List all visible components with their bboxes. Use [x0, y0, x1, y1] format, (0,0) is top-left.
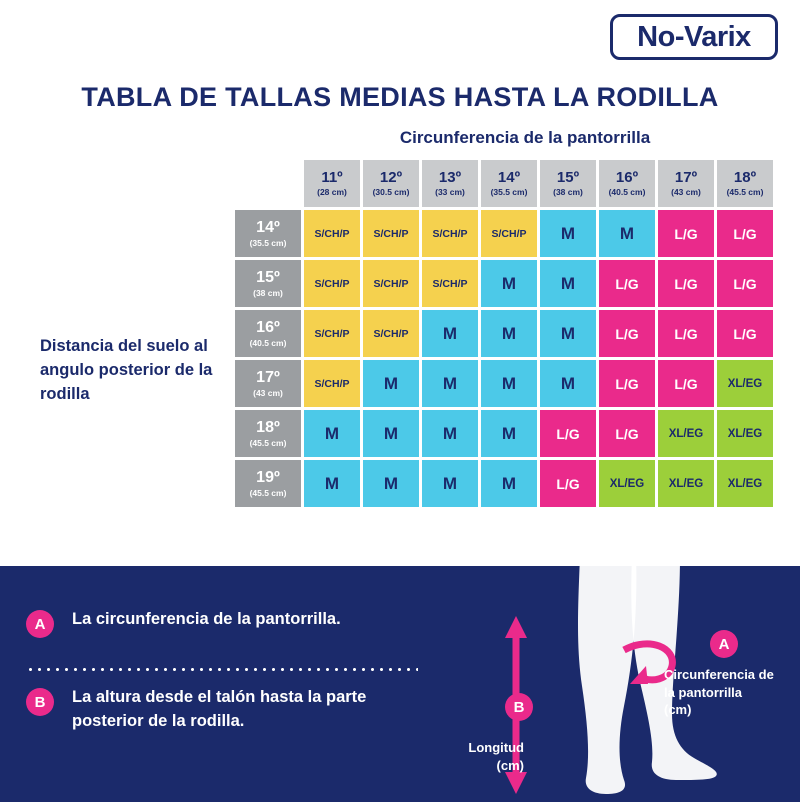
table-row	[235, 310, 773, 357]
legend-badge-a: A	[26, 610, 54, 638]
size-cell: S/CH/P	[363, 210, 419, 257]
size-cell: XL/EG	[717, 360, 773, 407]
size-cell: S/CH/P	[304, 260, 360, 307]
size-cell: M	[422, 360, 478, 407]
diagram-badge-b: B	[505, 693, 533, 721]
brand-logo	[610, 14, 778, 60]
size-cell: S/CH/P	[422, 260, 478, 307]
circ-label-line3: (cm)	[664, 702, 692, 718]
legend-text-a: La circunferencia de la pantorrilla.	[72, 610, 341, 628]
table-row	[235, 360, 773, 407]
row-header-sub: (45.5 cm)	[249, 437, 287, 448]
column-header-sub: (35.5 cm)	[490, 187, 528, 198]
column-header-sub: (45.5 cm)	[726, 187, 764, 198]
legend-text-b: La altura desde el talón hasta la parte posterior de la rodilla.	[72, 688, 367, 730]
diagram-badge-a: A	[710, 630, 738, 658]
size-cell: M	[422, 460, 478, 507]
table-row	[235, 460, 773, 507]
row-header-main: 19º	[256, 469, 280, 487]
column-header-11	[304, 160, 360, 207]
circ-label-line1: Circunferencia de	[664, 667, 774, 682]
size-cell: M	[363, 360, 419, 407]
column-header-sub: (28 cm)	[317, 187, 347, 198]
rows-axis-title: Distancia del suelo al angulo posterior de la rodilla	[40, 337, 213, 403]
size-cell: L/G	[599, 310, 655, 357]
size-cell: L/G	[717, 210, 773, 257]
column-header-17	[658, 160, 714, 207]
size-cell: XL/EG	[599, 460, 655, 507]
column-header-15	[540, 160, 596, 207]
column-header-18	[717, 160, 773, 207]
size-cell: L/G	[717, 260, 773, 307]
row-header-16	[235, 310, 301, 357]
footer-panel	[0, 566, 800, 802]
column-header-sub: (38 cm)	[553, 187, 583, 198]
size-cell: L/G	[658, 310, 714, 357]
size-cell: S/CH/P	[363, 260, 419, 307]
size-cell: M	[422, 310, 478, 357]
column-header-main: 14º	[497, 168, 521, 186]
size-cell: S/CH/P	[304, 310, 360, 357]
size-cell: M	[540, 260, 596, 307]
row-header-main: 18º	[256, 419, 280, 437]
size-cell: S/CH/P	[304, 360, 360, 407]
table-row	[235, 210, 773, 257]
size-cell: M	[599, 210, 655, 257]
row-header-main: 15º	[256, 269, 280, 287]
length-label	[438, 739, 524, 774]
row-header-18	[235, 410, 301, 457]
column-header-main: 15º	[556, 168, 580, 186]
page-title: TABLA DE TALLAS MEDIAS HASTA LA RODILLA	[81, 82, 719, 112]
size-cell: L/G	[540, 460, 596, 507]
size-cell: L/G	[658, 360, 714, 407]
size-cell: M	[481, 460, 537, 507]
table-row	[235, 260, 773, 307]
size-cell: M	[481, 360, 537, 407]
size-cell: M	[481, 410, 537, 457]
size-cell: XL/EG	[717, 410, 773, 457]
size-cell: L/G	[599, 360, 655, 407]
table-corner-cell	[235, 160, 301, 207]
row-header-sub: (35.5 cm)	[249, 237, 287, 248]
size-chart-table	[232, 157, 776, 510]
size-cell: L/G	[540, 410, 596, 457]
size-cell: M	[481, 260, 537, 307]
column-header-main: 11º	[321, 168, 343, 186]
size-cell: M	[540, 310, 596, 357]
size-cell: L/G	[599, 260, 655, 307]
size-cell: S/CH/P	[304, 210, 360, 257]
column-header-16	[599, 160, 655, 207]
size-cell: XL/EG	[717, 460, 773, 507]
column-header-main: 13º	[438, 168, 462, 186]
row-header-sub: (43 cm)	[253, 387, 283, 398]
row-header-15	[235, 260, 301, 307]
column-header-sub: (30.5 cm)	[372, 187, 410, 198]
size-cell: XL/EG	[658, 410, 714, 457]
circumference-label	[664, 666, 794, 719]
size-cell: M	[363, 460, 419, 507]
row-header-sub: (40.5 cm)	[249, 337, 287, 348]
size-cell: S/CH/P	[481, 210, 537, 257]
circ-label-line2: la pantorrilla	[664, 684, 743, 700]
column-header-14	[481, 160, 537, 207]
row-header-main: 17º	[256, 369, 280, 387]
column-header-sub: (33 cm)	[435, 187, 465, 198]
size-cell: L/G	[658, 210, 714, 257]
column-header-13	[422, 160, 478, 207]
column-header-12	[363, 160, 419, 207]
size-cell: XL/EG	[658, 460, 714, 507]
size-cell: M	[363, 410, 419, 457]
column-header-main: 18º	[733, 168, 757, 186]
table-header-row	[235, 160, 773, 207]
brand-logo-text: No-Varix	[637, 20, 751, 53]
row-header-17	[235, 360, 301, 407]
row-header-sub: (38 cm)	[253, 287, 283, 298]
size-cell: L/G	[599, 410, 655, 457]
column-header-sub: (40.5 cm)	[608, 187, 646, 198]
size-cell: M	[304, 460, 360, 507]
row-header-14	[235, 210, 301, 257]
size-cell: S/CH/P	[363, 310, 419, 357]
row-header-sub: (45.5 cm)	[249, 487, 287, 498]
table-row	[235, 410, 773, 457]
row-header-19	[235, 460, 301, 507]
columns-axis-title: Circunferencia de la pantorrilla	[399, 128, 651, 147]
size-cell: S/CH/P	[422, 210, 478, 257]
size-cell: L/G	[717, 310, 773, 357]
size-cell: M	[422, 410, 478, 457]
column-header-sub: (43 cm)	[671, 187, 701, 198]
column-header-main: 12º	[379, 168, 403, 186]
column-header-main: 17º	[674, 168, 698, 186]
row-header-main: 14º	[256, 219, 280, 237]
size-cell: M	[304, 410, 360, 457]
column-header-main: 16º	[615, 168, 639, 186]
length-label-line1: Longitud	[468, 740, 524, 755]
size-cell: M	[481, 310, 537, 357]
size-cell: M	[540, 210, 596, 257]
size-cell: M	[540, 360, 596, 407]
length-label-line2: (cm)	[496, 757, 524, 773]
size-cell: L/G	[658, 260, 714, 307]
legend-badge-b: B	[26, 688, 54, 716]
row-header-main: 16º	[256, 319, 280, 337]
